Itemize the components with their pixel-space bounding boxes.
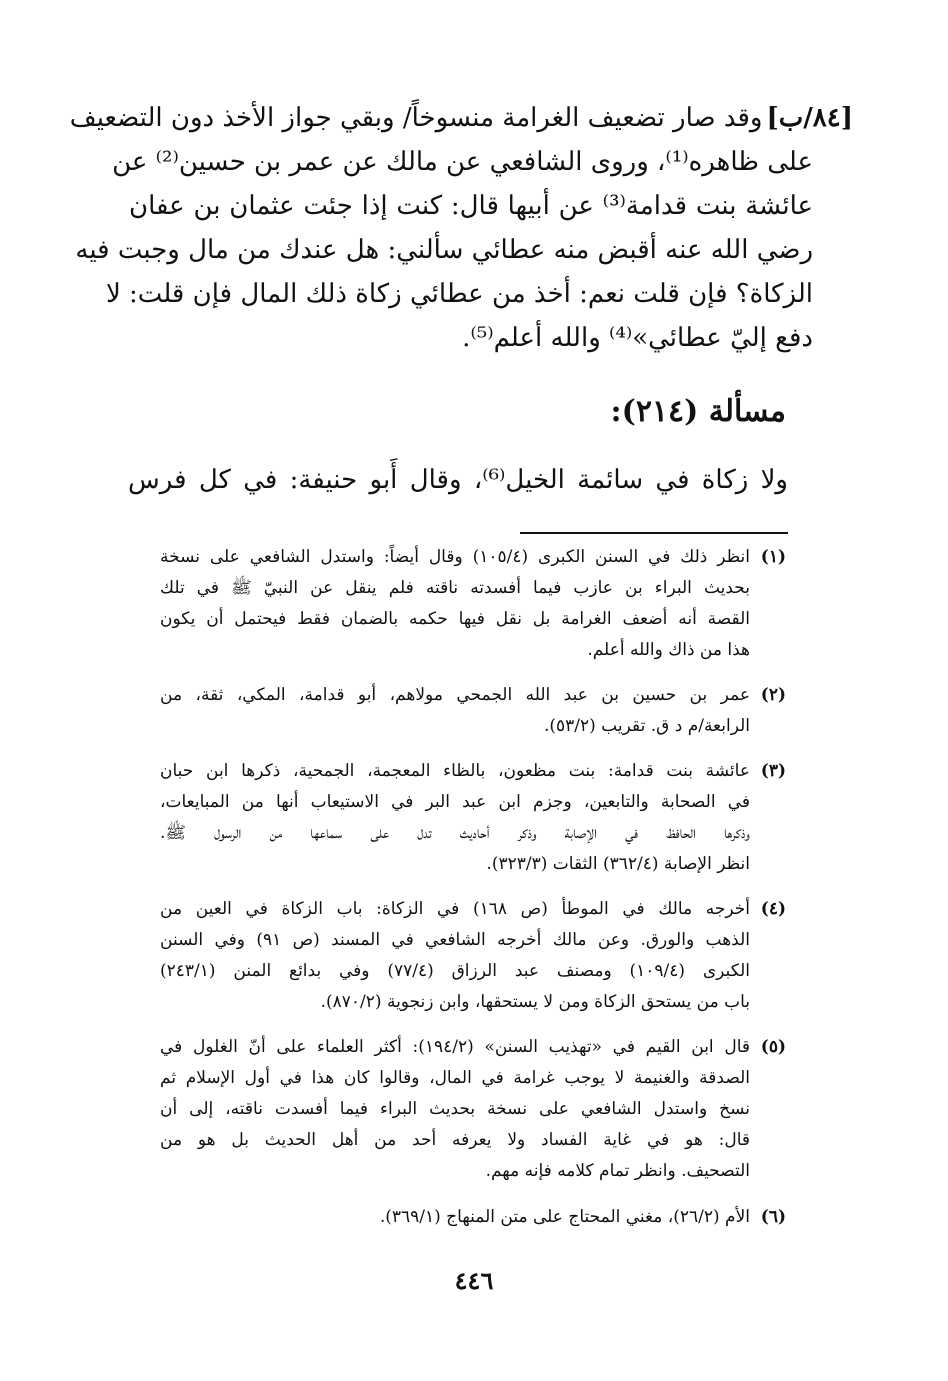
footnote-2-line-1: عمر بن حسين بن عبد الله الجمحي مولاهم، أبو قدامة، المكي، ثقة، من (160, 685, 750, 705)
footnote-5-line-2: الصدقة والغنيمة لا يوجب غرامة في المال، وقالوا كان هذا في أول الإسلام ثم (160, 1068, 750, 1088)
footnote-5-line-1: قال ابن القيم في «تهذيب السنن» (١٩٤/٢): أكثر العلماء على أنّ الغلول في (160, 1037, 750, 1057)
main-line-3: عائشة بنت قدامة⁽³⁾ عن أبيها قال: كنت إذا جئت عثمان بن عفان (129, 191, 814, 221)
footnote-3-line-3: وذكرها الحافظ في الإصابة وذكر أحاديث تدل على سماعها من الرسول ﷺ. (160, 823, 750, 843)
footnote-5-line-3: نسخ واستدل الشافعي على نسخة بحديث البراء فيما أفسدت ناقته، إلى أن (160, 1099, 750, 1119)
main-line-1 (69, 98, 853, 138)
page-number: ٤٤٦ (454, 1266, 494, 1295)
footnote-4-line-1: أخرجه مالك في الموطأ (ص ١٦٨) في الزكاة: باب الزكاة في العين من (160, 899, 750, 919)
main-line-6: دفع إليّ عطائي»⁽⁴⁾ والله أعلم⁽⁵⁾. (462, 323, 813, 353)
footnote-3-number: (٣) (760, 761, 786, 781)
footnote-1-line-1: انظر ذلك في السنن الكبرى (١٠٥/٤) وقال أيضاً: واستدل الشافعي على نسخة (160, 547, 751, 567)
footnote-2-number: (٢) (760, 685, 786, 705)
folio-marker: [٨٤/ب] (766, 103, 853, 133)
footnote-3-line-2: في الصحابة والتابعين، وجزم ابن عبد البر في الاستيعاب أنها من المبايعات، (160, 792, 750, 812)
section-heading: مسألة (٢١٤): (610, 394, 786, 429)
footnote-6-line-1: الأم (٢٦/٢)، مغني المحتاج على متن المنهاج (٣٦٩/١). (379, 1207, 750, 1227)
footnote-separator (520, 532, 788, 534)
footnote-5-line-4: قال: هو في غاية الفساد ولا يعرفه أحد من أهل الحديث بل هو من (160, 1130, 750, 1150)
footnote-3-line-1: عائشة بنت قدامة: بنت مظعون، بالظاء المعجمة، الجمحية، ذكرها ابن حبان (160, 761, 750, 781)
footnote-5-line-5: التصحيف. وانظر تمام كلامه فإنه مهم. (485, 1161, 750, 1181)
main-line-1-text: وقد صار تضعيف الغرامة منسوخاً/ وبقي جواز الأخذ دون التضعيف (69, 103, 763, 133)
footnote-4-line-2: الذهب والورق. وعن مالك أخرجه الشافعي في المسند (ص ٩١) وفي السنن (160, 930, 750, 950)
footnote-1-line-4: هذا من ذاك والله أعلم. (587, 640, 750, 660)
footnote-5-number: (٥) (760, 1037, 786, 1057)
footnote-6-number: (٦) (760, 1207, 786, 1227)
footnote-4-number: (٤) (760, 899, 786, 919)
footnote-3-line-4: انظر الإصابة (٣٦٢/٤) الثقات (٣٢٣/٣). (486, 854, 750, 874)
main-line-5: الزكاة؟ فإن قلت نعم: أخذ من عطائي زكاة ذلك المال فإن قلت: لا (105, 279, 813, 309)
main-line-2: على ظاهره⁽¹⁾، وروى الشافعي عن مالك عن عمر بن حسين⁽²⁾ عن (112, 147, 813, 177)
footnote-4-line-4: باب من يستحق الزكاة ومن لا يستحقها، وابن زنجوية (٨٧٠/٢). (320, 992, 750, 1012)
footnote-4-line-3: الكبرى (١٠٩/٤) ومصنف عبد الرزاق (٧٧/٤) وفي بدائع المنن (٢٤٣/١) (160, 961, 750, 981)
main-line-4: رضي الله عنه أقبض منه عطائي سألني: هل عندك من مال وجبت فيه (75, 235, 813, 265)
footnote-1-number: (١) (760, 547, 786, 567)
section-line: ولا زكاة في سائمة الخيل⁽⁶⁾، وقال أَبو حنيفة: في كل فرس (128, 465, 788, 495)
footnote-2-line-2: الرابعة/م د ق. تقريب (٥٣/٢). (543, 716, 750, 736)
footnote-1-line-2: بحديث البراء بن عازب فيما أفسدته ناقته فلم ينقل عن النبيّ ﷺ في تلك (160, 578, 750, 598)
footnote-1-line-3: القصة أنه أضعف الغرامة بل نقل فيها حكمه بالضمان فقط فيحتمل أن يكون (160, 609, 750, 629)
